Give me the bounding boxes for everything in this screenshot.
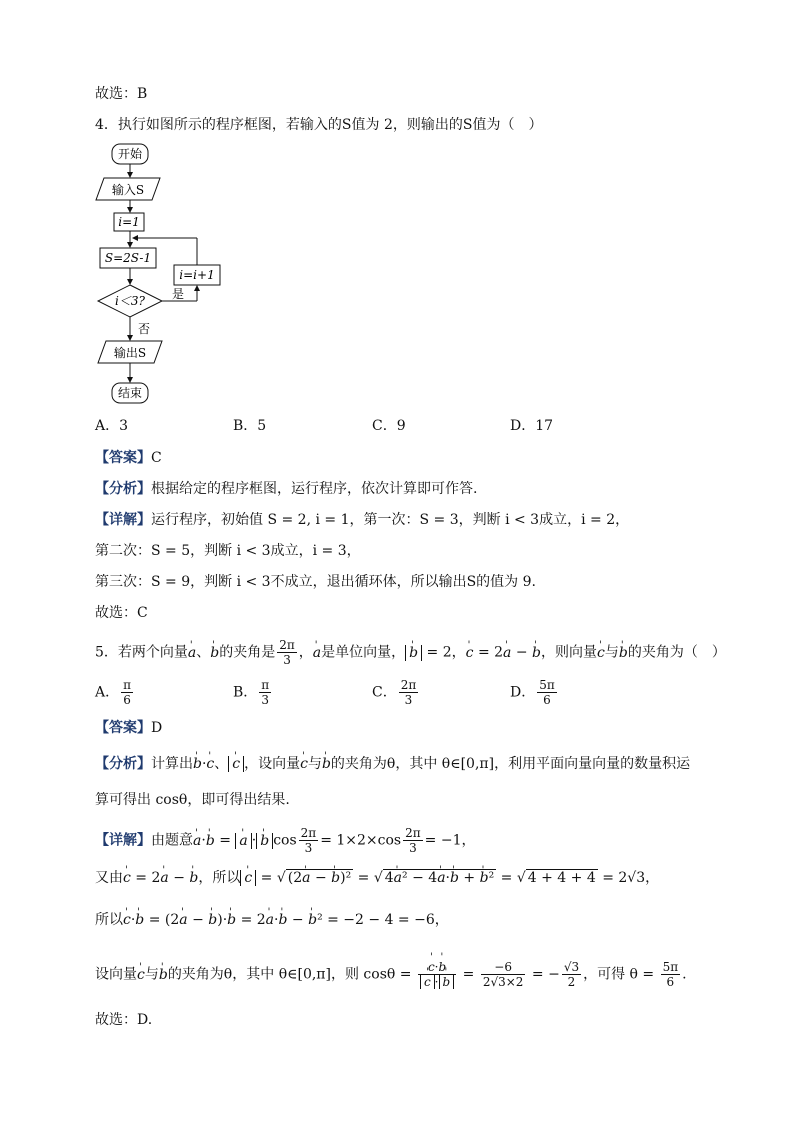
q5-detail-part: 的夹角为θ，其中 θ∈[0,π]，则 (167, 966, 359, 983)
flow-condition-label: i＜3? (115, 294, 145, 308)
flow-end-label: 结束 (117, 386, 143, 400)
q5-detail-part: 又由 (95, 870, 123, 886)
q5-detail-part: ，所以 (198, 870, 241, 886)
q4-analysis-line (95, 479, 477, 499)
q5-option-c (372, 678, 420, 707)
q4-detail-3: 第三次：S = 9，判断 i < 3不成立，退出循环体，所以输出S的值为 9. (95, 574, 536, 590)
q5-analysis-part: 计算出 (151, 756, 193, 772)
q5-option-den: 3 (261, 693, 270, 707)
q5-option-den: 6 (123, 693, 131, 707)
flow-input-label: 输入S (111, 183, 145, 197)
q5-stem-part: 5．若两个向量 (95, 644, 188, 661)
q5-frac-num: 2π (405, 826, 421, 840)
q5-option-d (510, 678, 559, 707)
flow-start-label: 开始 (117, 147, 143, 161)
flow-no-label: 否 (137, 322, 151, 336)
q4-option-a: A．3 (95, 418, 129, 434)
q5-frac-num: 2π (300, 826, 317, 840)
q5-angle-fraction (277, 638, 297, 667)
q5-option-den: 6 (543, 693, 551, 707)
q5-detail-part: = 2√3， (602, 870, 660, 886)
q5-detail-part: ，可得 (583, 966, 626, 983)
q5-stem: 5．若两个向量' a、' b的夹角是 $\frac{2\pi}{3}$ ，' a是单位向量，' b = 2，' c = 2' a − ' b，则向量' c与' b的夹角为（ ） (95, 638, 726, 667)
q5-answer-line (95, 718, 162, 738)
q4-detail-line-1 (95, 510, 629, 530)
q4-answer: C (151, 450, 162, 466)
q4-stem: 4．执行如图所示的程序框图，若输入的S值为 2，则输出的S值为（ ） (95, 117, 543, 133)
q5-angle-den: 3 (283, 653, 291, 667)
q5-detail-line-3: 所以' c·' b = (2' a − ' b)·' b = 2' a·' b − ' b² = −2 − 4 = −6， (95, 910, 449, 930)
flow-init-label: i=1 (118, 215, 140, 229)
q5-answer: D (151, 720, 163, 736)
q5-detail-line-1: 【详解】由题意' a·' b = ' a ·' b cos $\frac{2\pi}{3}$ = 1×2×cos $\frac{2\pi}{3}$ = −1， (95, 826, 475, 855)
flow-yes-label: 是 (171, 287, 185, 301)
q5-stem-part: ，则向量 (541, 644, 598, 661)
q5-detail-part: 由题意 (151, 832, 193, 849)
q5-analysis-part: ，设向量 (244, 756, 301, 772)
q5-detail-part: 所以 (95, 912, 123, 928)
q4-final: 故选：C (95, 605, 148, 621)
q4-option-b: B．5 (233, 418, 267, 434)
q4-detail-tag: 【详解】 (95, 512, 151, 528)
q5-option-den: 3 (404, 693, 413, 707)
q5-frac-den: 3 (409, 841, 417, 855)
q5-analysis-tag: 【分析】 (95, 756, 151, 772)
q5-option-b (233, 678, 273, 707)
q5-analysis-2: 算可得出 cosθ，即可得出结果. (95, 792, 290, 808)
q4-answer-tag: 【答案】 (95, 450, 151, 466)
q4-flowchart (90, 140, 240, 410)
q4-option-c: C．9 (372, 418, 406, 434)
q5-frac-den: 3 (304, 841, 313, 855)
q4-answer-line (95, 448, 162, 468)
q5-answer-tag: 【答案】 (95, 720, 151, 736)
prev-answer: 故选：B (95, 86, 148, 102)
q5-option-num: π (261, 678, 270, 692)
flow-output-label: 输出S (113, 346, 147, 360)
q4-analysis: 根据给定的程序框图，运行程序，依次计算即可作答. (151, 481, 478, 497)
q4-detail-1: 运行程序，初始值 S = 2, i = 1，第一次：S = 3，判断 i < 3成立，i = 2， (151, 512, 630, 528)
q5-detail-line-4: 设向量' c与' b的夹角为θ，其中 θ∈[0,π]，则 cosθ = ' c·' b ' c ·' b = $\frac{-6}{2√3\times 2}$ = − $\frac{√3}{2}$ ，可得 θ = $\frac{5\pi}{6}$ . (95, 960, 687, 989)
q5-option-label: B． (233, 684, 258, 701)
q5-option-label: C． (372, 684, 397, 701)
flow-increment-label: i=i+1 (179, 268, 215, 282)
q5-stem-part: 是单位向量， (321, 644, 406, 661)
q5-detail-line-2: 又由' c = 2' a − ' b，所以' c = √ (2' a − ' b)² = √ 4' a² − 4' a·' b + ' b² = √ 4 + 4 + 4 = 2√3， (95, 868, 659, 888)
q5-option-a (95, 678, 135, 707)
q4-option-d: D．17 (510, 418, 554, 434)
q5-angle-num: 2π (279, 638, 295, 652)
q5-detail-part: = 1×2×cos (320, 832, 402, 849)
q5-detail-part: = −2 − 4 = −6， (327, 912, 449, 928)
q5-analysis-line-1: 【分析】计算出' b·' c、' c ，设向量' c与' b的夹角为θ，其中 θ∈[0,π]，利用平面向量向量的数量积运 (95, 754, 690, 774)
q5-analysis-part: 的夹角为θ，其中 θ∈[0,π]，利用平面向量向量的数量积运 (330, 756, 691, 772)
q5-detail-part: 设向量 (95, 966, 137, 983)
flow-assign-label: S=2S-1 (104, 251, 152, 265)
q5-option-num: 5π (539, 678, 555, 692)
q5-stem-part: 的夹角是 (219, 644, 276, 661)
q5-option-label: A． (95, 684, 120, 701)
q5-stem-part: 的夹角为（ ） (627, 644, 726, 661)
q5-option-label: D． (510, 684, 536, 701)
q5-detail-tag: 【详解】 (95, 832, 151, 849)
q4-analysis-tag: 【分析】 (95, 481, 151, 497)
q5-detail-part: = −1， (424, 832, 476, 849)
q5-option-num: 2π (400, 678, 417, 692)
q5-final: 故选：D. (95, 1012, 153, 1028)
q5-option-num: π (123, 678, 132, 692)
q4-detail-2: 第二次：S = 5，判断 i < 3成立，i = 3， (95, 543, 361, 559)
